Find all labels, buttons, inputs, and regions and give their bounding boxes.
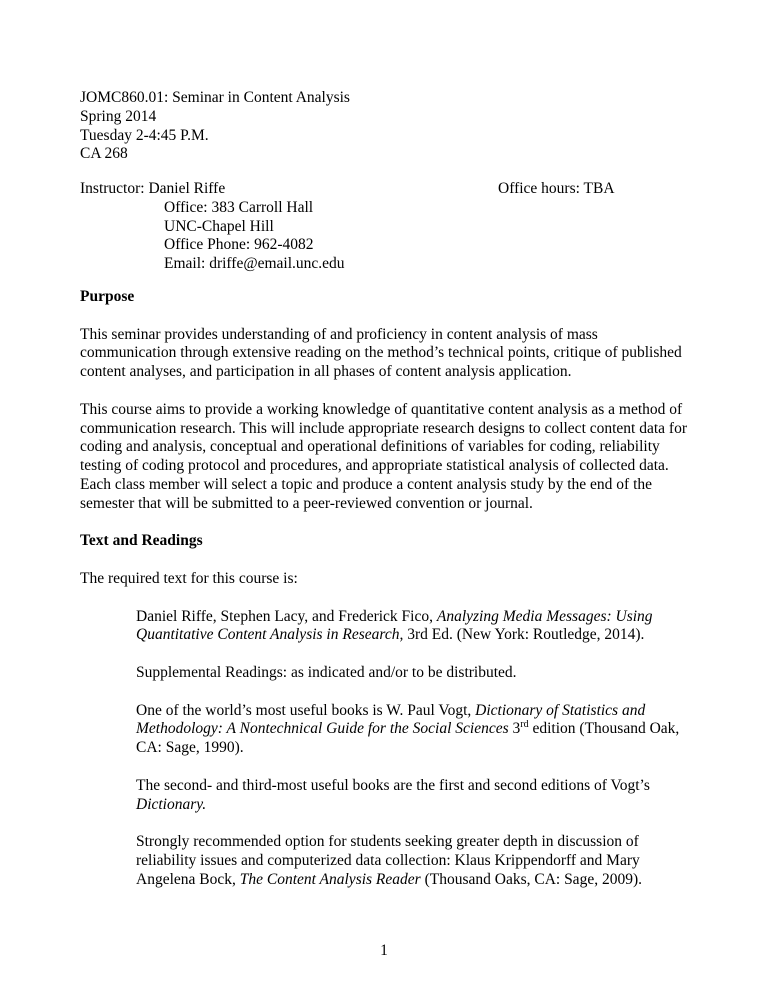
course-term: Spring 2014 — [80, 107, 157, 125]
krippendorff-citation: Strongly recommended option for students seeking greater depth in discussion of reliability issues and computerized data collection: Klaus Krippendorff and Mary Angelena Bock, The Content Analysis Reader (Thousand Oaks, CA: Sage, 2009). — [136, 833, 642, 888]
vogt-dictionary-title: Dictionary of Statistics and Methodology: A Nontechnical Guide for the Social Sciences — [136, 701, 646, 738]
page-number: 1 — [380, 942, 388, 959]
vogt-dictionary-citation: One of the world’s most useful books is W. Paul Vogt, Dictionary of Statistics and Methodology: A Nontechnical Guide for the Social Sciences 3rd edition (Thousand Oak, CA: Sage, 1990). — [136, 701, 680, 757]
course-room: CA 268 — [80, 145, 128, 163]
required-text-citation: Daniel Riffe, Stephen Lacy, and Frederick Fico, Analyzing Media Messages: Using Quantitative Content Analysis in Research, 3rd Ed. (New York: Routledge, 2014). — [136, 607, 653, 644]
text-readings-heading: Text and Readings — [80, 532, 203, 550]
instructor-office: Office: 383 Carroll Hall — [164, 198, 314, 216]
syllabus-body — [80, 288, 692, 890]
purpose-paragraph-2: This course aims to provide a working knowledge of quantitative content analysis as a method of communication research. This will include appropriate research designs to collect content data for coding and analysis, conceptual and operational definitions of variables for coding, reliability testing of coding protocol and procedures, and appropriate statistical analysis of collected data. Each class member will select a topic and produce a content analysis study by the end of the semester that will be submitted to a peer-reviewed convention or journal. — [80, 400, 688, 512]
vogt-prior-editions: The second- and third-most useful books are the first and second editions of Vogt’s Dictionary. — [136, 776, 650, 813]
course-header — [80, 89, 350, 164]
vogt-prior-title: Dictionary. — [136, 795, 207, 813]
required-text-intro: The required text for this course is: — [80, 569, 298, 587]
instructor-email: Email: driffe@email.unc.edu — [164, 255, 345, 273]
office-hours: Office hours: TBA — [498, 180, 615, 197]
purpose-paragraph-1: This seminar provides understanding of and proficiency in content analysis of mass communication through extensive reading on the method’s technical points, critique of published content analyses, and participation in all phases of content analysis application. — [80, 325, 682, 381]
instructor-institution: UNC-Chapel Hill — [164, 217, 274, 235]
purpose-heading: Purpose — [80, 288, 135, 305]
krippendorff-title: The Content Analysis Reader — [239, 870, 421, 888]
instructor-phone: Office Phone: 962-4082 — [164, 236, 314, 254]
supplemental-readings: Supplemental Readings: as indicated and/or to be distributed. — [136, 663, 517, 681]
instructor-name: Instructor: Daniel Riffe — [80, 180, 226, 197]
course-schedule: Tuesday 2-4:45 P.M. — [80, 126, 209, 144]
course-title: JOMC860.01: Seminar in Content Analysis — [80, 89, 350, 106]
required-text-title: Analyzing Media Messages: Using Quantitative Content Analysis in Research, — [136, 607, 653, 644]
